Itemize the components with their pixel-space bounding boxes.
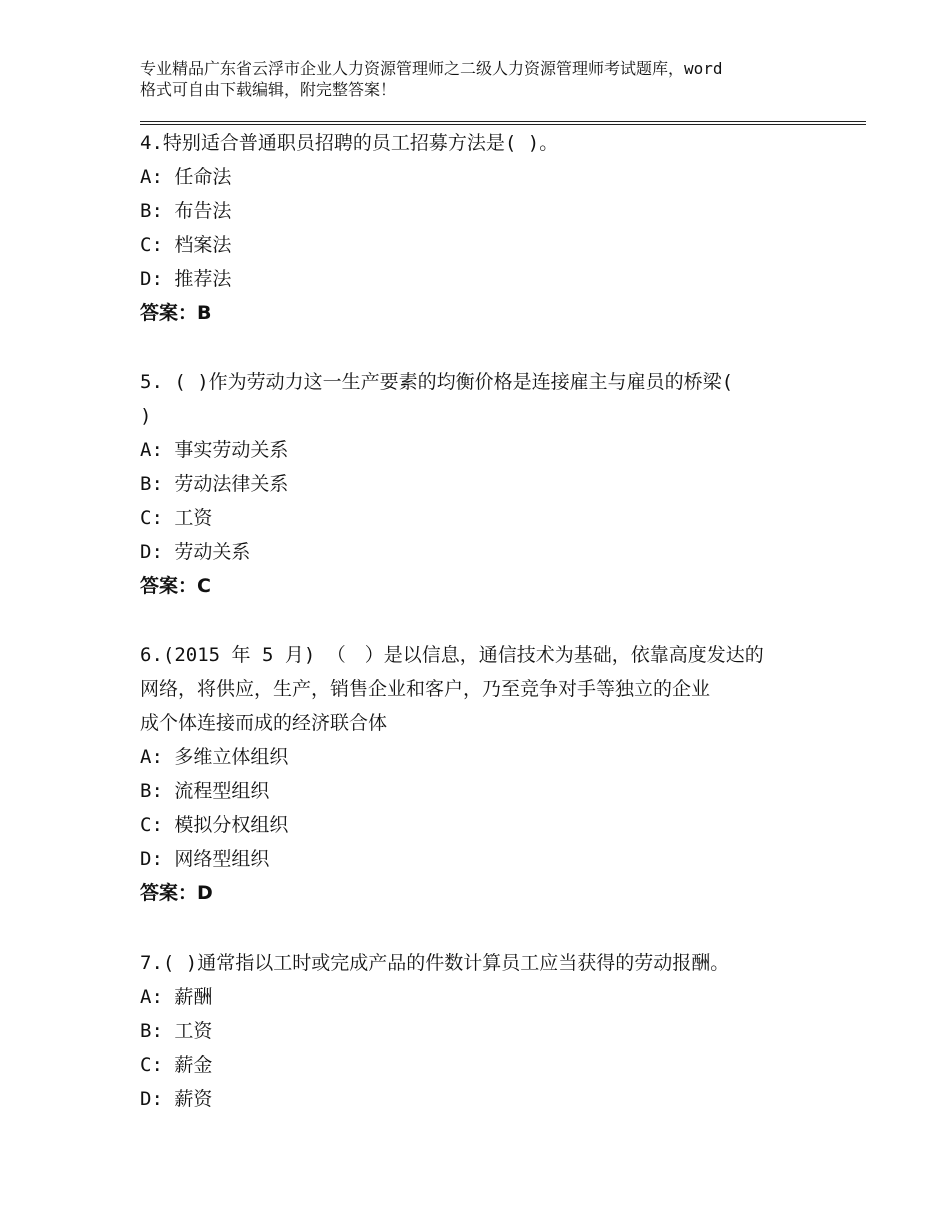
header-line-2: 格式可自由下载编辑，附完整答案！ (140, 80, 397, 99)
question-stem: 6.(2015 年 5 月) （ ）是以信息，通信技术为基础，依靠高度发达的 (140, 644, 764, 666)
option-a: A: 薪酬 (140, 986, 213, 1008)
answer-line: 答案：D (140, 882, 213, 904)
question-stem: 7.( )通常指以工时或完成产品的件数计算员工应当获得的劳动报酬。 (140, 952, 730, 974)
question-4 (140, 126, 820, 330)
header-divider-top (140, 121, 866, 122)
header-divider-bottom (140, 124, 866, 125)
answer-line: 答案：C (140, 575, 211, 597)
question-stem-continued: ) (140, 405, 152, 427)
option-b: B: 劳动法律关系 (140, 473, 289, 495)
option-d: D: 薪资 (140, 1088, 213, 1110)
question-stem-continued: 网络，将供应，生产，销售企业和客户，乃至竞争对手等独立的企业 (140, 678, 711, 700)
option-c: C: 模拟分权组织 (140, 814, 289, 836)
question-stem: 4.特别适合普通职员招聘的员工招募方法是( )。 (140, 132, 559, 154)
option-d: D: 推荐法 (140, 268, 232, 290)
question-6 (140, 638, 820, 910)
question-7 (140, 946, 820, 1116)
option-b: B: 布告法 (140, 200, 232, 222)
option-d: D: 网络型组织 (140, 848, 270, 870)
option-c: C: 工资 (140, 507, 213, 529)
document-header (140, 58, 830, 100)
option-a: A: 任命法 (140, 166, 232, 188)
question-stem-continued: 成个体连接而成的经济联合体 (140, 712, 388, 734)
header-line-1: 专业精品广东省云浮市企业人力资源管理师之二级人力资源管理师考试题库，word (140, 59, 723, 78)
answer-line: 答案：B (140, 302, 212, 324)
option-d: D: 劳动关系 (140, 541, 251, 563)
question-stem: 5. ( )作为劳动力这一生产要素的均衡价格是连接雇主与雇员的桥梁( (140, 371, 734, 393)
option-b: B: 工资 (140, 1020, 213, 1042)
option-a: A: 多维立体组织 (140, 746, 289, 768)
option-b: B: 流程型组织 (140, 780, 270, 802)
question-5 (140, 365, 820, 603)
option-a: A: 事实劳动关系 (140, 439, 289, 461)
option-c: C: 薪金 (140, 1054, 213, 1076)
option-c: C: 档案法 (140, 234, 232, 256)
